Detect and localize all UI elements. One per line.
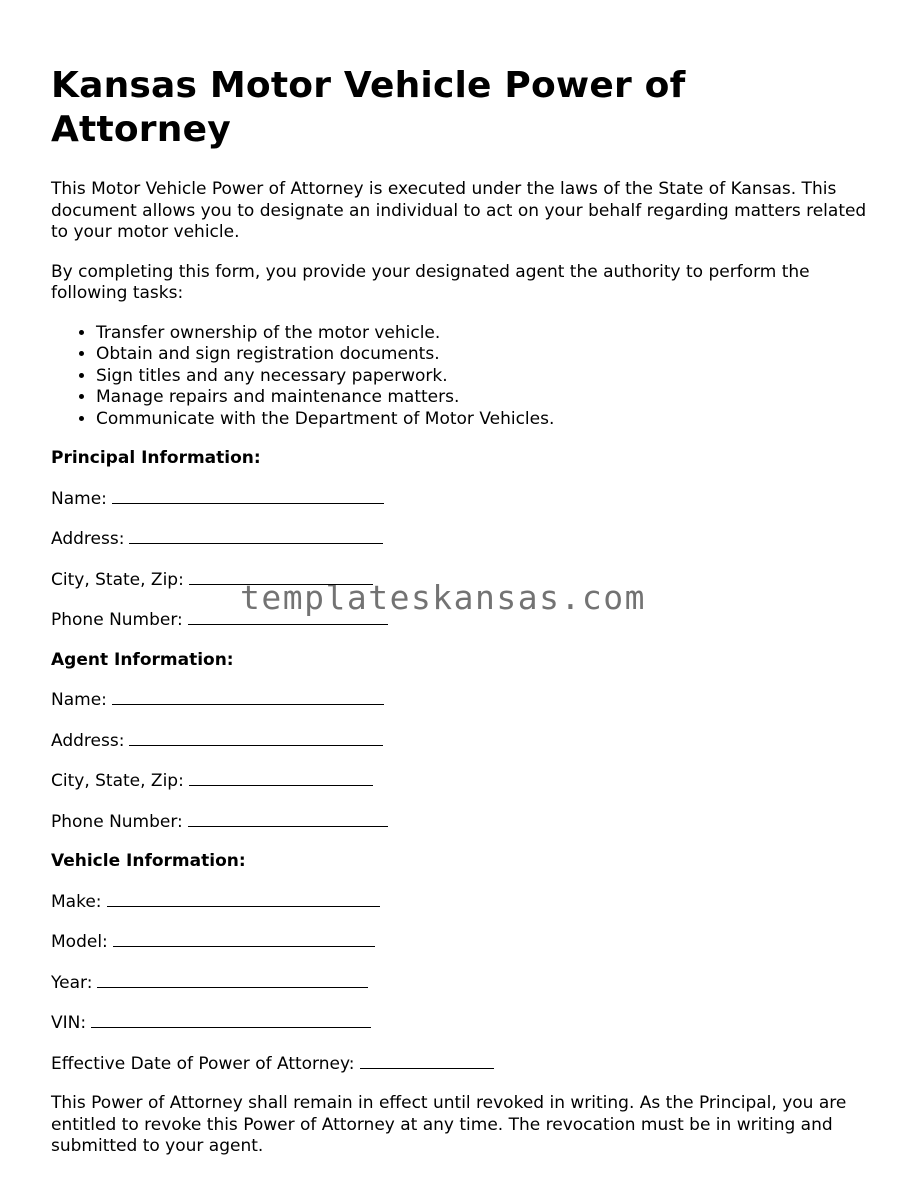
list-item: • Communicate with the Department of Motor Vehicles. <box>96 409 871 431</box>
agent-city-label: City, State, Zip: <box>51 771 184 791</box>
agent-phone-label: Phone Number: <box>51 811 183 832</box>
principal-name-field <box>51 488 871 511</box>
principal-name-label: Name: <box>51 488 107 509</box>
principal-phone-input[interactable] <box>188 609 388 625</box>
principal-phone-field <box>51 609 871 632</box>
vehicle-vin-field <box>51 1012 871 1035</box>
principal-address-label: Address: <box>51 529 125 549</box>
list-item: • Sign titles and any necessary paperwork. <box>96 366 871 388</box>
effective-date-field <box>51 1053 871 1076</box>
principal-city-label: City, State, Zip: <box>51 569 184 590</box>
list-item: • Transfer ownership of the motor vehicle. <box>96 323 871 345</box>
agent-address-input[interactable] <box>129 730 383 746</box>
agent-name-field <box>51 689 871 712</box>
closing-paragraph: This Power of Attorney shall remain in effect until revoked in writing. As the Principal, you are entitled to revoke this Power of Attorney at any time. The revocation must be in writing and submitted to your agent. <box>51 1093 847 1156</box>
tasks-intro-paragraph: By completing this form, you provide your designated agent the authority to perform the following tasks: <box>51 261 810 303</box>
agent-phone-field <box>51 811 871 834</box>
principal-name-input[interactable] <box>112 488 384 504</box>
watermark-text: templateskansas.com <box>240 578 646 617</box>
vehicle-model-field <box>51 931 871 954</box>
vehicle-make-label: Make: <box>51 891 102 912</box>
vehicle-vin-label: VIN: <box>51 1013 87 1033</box>
vehicle-model-label: Model: <box>51 932 108 952</box>
effective-date-label: Effective Date of Power of Attorney: <box>51 1053 355 1074</box>
agent-city-input[interactable] <box>189 770 373 786</box>
document-page <box>51 64 871 1176</box>
vehicle-make-field <box>51 891 871 914</box>
principal-section-heading: Principal Information: <box>51 448 261 468</box>
principal-city-input[interactable] <box>189 569 373 585</box>
principal-city-field <box>51 569 871 592</box>
vehicle-year-field <box>51 972 871 995</box>
list-item: • Obtain and sign registration documents. <box>96 344 871 366</box>
agent-section-heading: Agent Information: <box>51 649 234 670</box>
vehicle-make-input[interactable] <box>107 891 380 907</box>
agent-name-label: Name: <box>51 690 107 710</box>
page-title: Kansas Motor Vehicle Power of Attorney <box>51 65 686 150</box>
tasks-list <box>51 323 871 431</box>
effective-date-input[interactable] <box>360 1053 494 1069</box>
vehicle-vin-input[interactable] <box>91 1012 371 1028</box>
agent-city-field <box>51 770 871 793</box>
intro-paragraph: This Motor Vehicle Power of Attorney is executed under the laws of the State of Kansas. This document allows you to designate an individual to act on your behalf regarding matters related to your motor vehicle. <box>51 179 867 242</box>
vehicle-year-label: Year: <box>51 972 93 993</box>
vehicle-section-heading: Vehicle Information: <box>51 851 246 871</box>
vehicle-model-input[interactable] <box>113 931 375 947</box>
agent-name-input[interactable] <box>112 689 384 705</box>
principal-address-field <box>51 528 871 551</box>
list-item: • Manage repairs and maintenance matters. <box>96 387 871 409</box>
principal-address-input[interactable] <box>129 528 383 544</box>
principal-phone-label: Phone Number: <box>51 610 183 630</box>
agent-address-field <box>51 730 871 753</box>
agent-address-label: Address: <box>51 730 125 751</box>
agent-phone-input[interactable] <box>188 811 388 827</box>
vehicle-year-input[interactable] <box>97 972 368 988</box>
